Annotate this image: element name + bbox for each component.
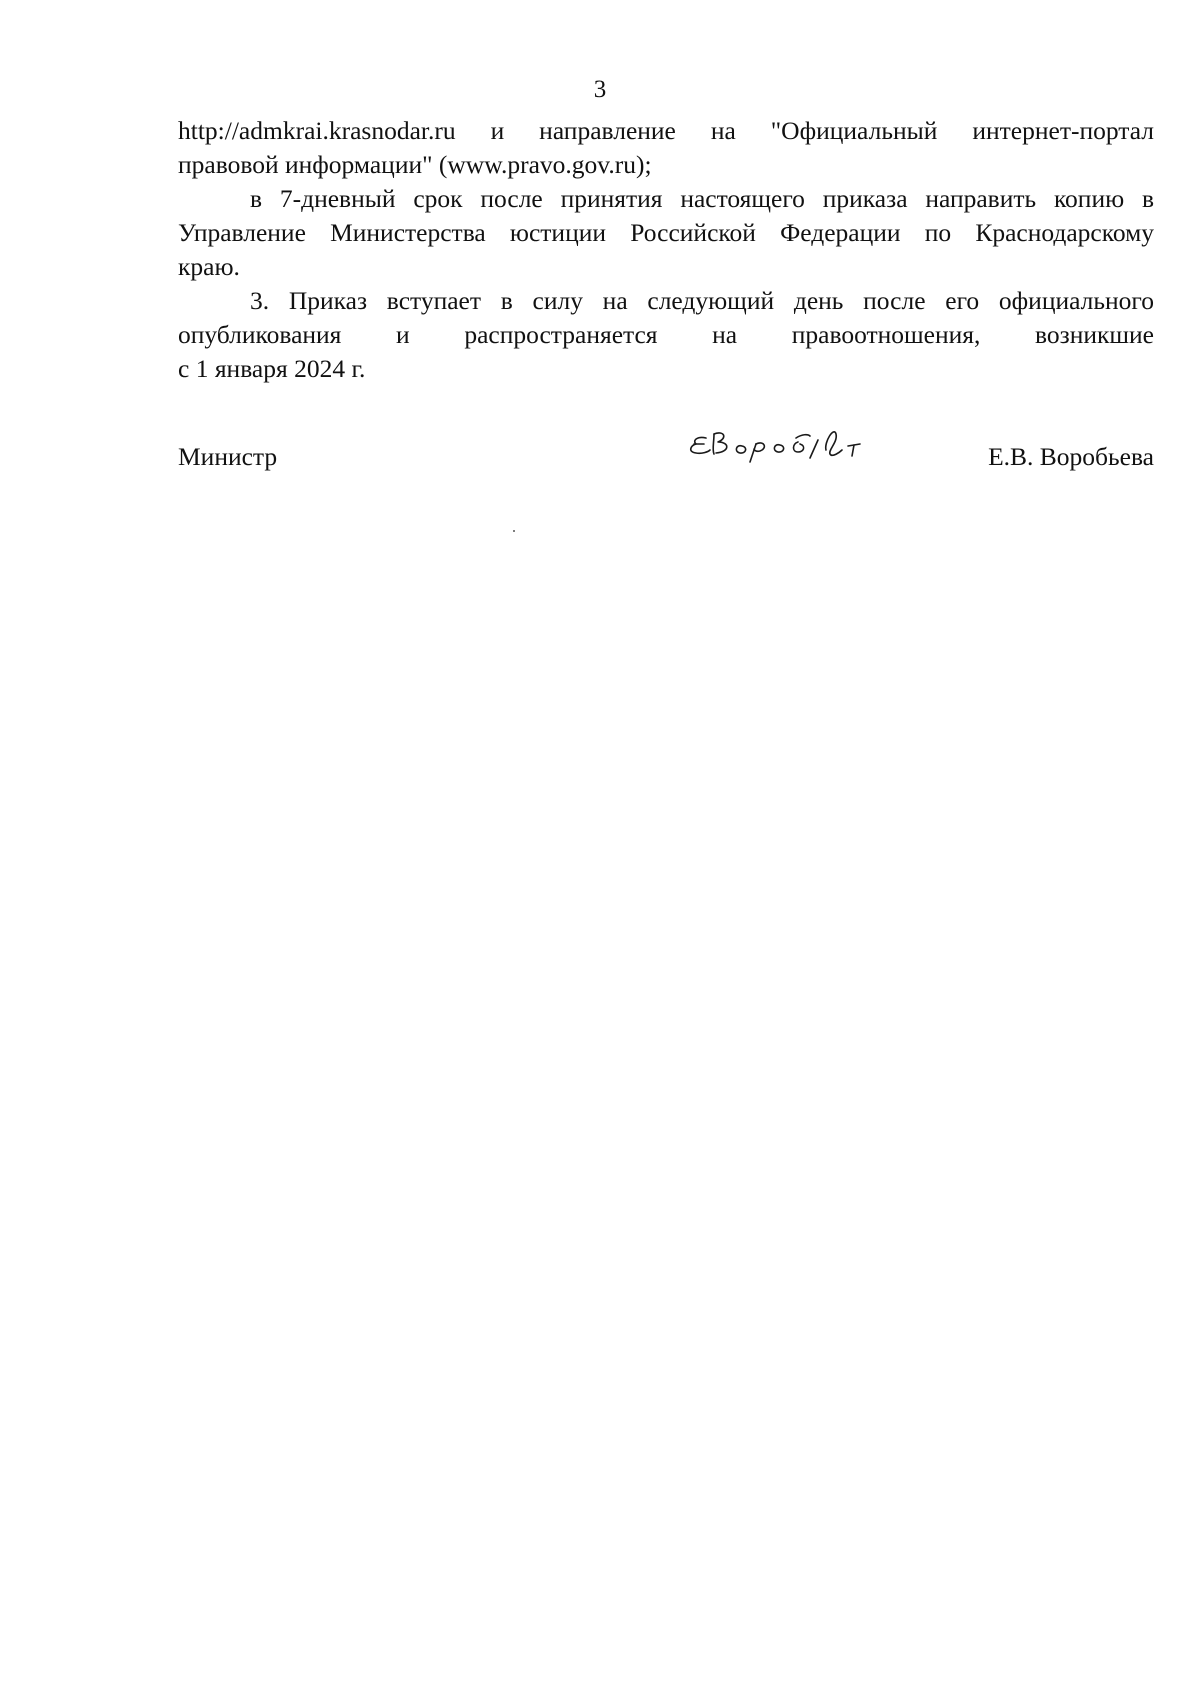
signatory-title: Министр [178,442,278,471]
signatory-name: Е.В. Воробьева [988,442,1154,471]
text-line: опубликования и распространяется на правоотношения, возникшие [178,320,1154,349]
document-body [178,114,1154,386]
text-line: http://admkrai.krasnodar.ru и направление на "Официальный интернет-портал [178,116,1154,145]
text-line: краю. [178,252,240,281]
signature-block [178,420,1154,480]
text-line: с 1 января 2024 г. [178,354,366,383]
paragraph-publication [178,114,1154,182]
page-number: 3 [593,76,607,103]
text-line: в 7-дневный срок после принятия настоящего приказа направить копию в [250,184,1154,213]
paragraph-effective-date [178,284,1154,386]
handwritten-signature-icon [684,420,914,470]
text-line: Управление Министерства юстиции Российской Федерации по Краснодарскому [178,218,1154,247]
paragraph-copy-to-ministry [178,182,1154,284]
text-line: правовой информации" (www.pravo.gov.ru); [178,150,652,179]
text-line: 3. Приказ вступает в силу на следующий день после его официального [250,286,1154,315]
stray-dot [513,530,515,532]
